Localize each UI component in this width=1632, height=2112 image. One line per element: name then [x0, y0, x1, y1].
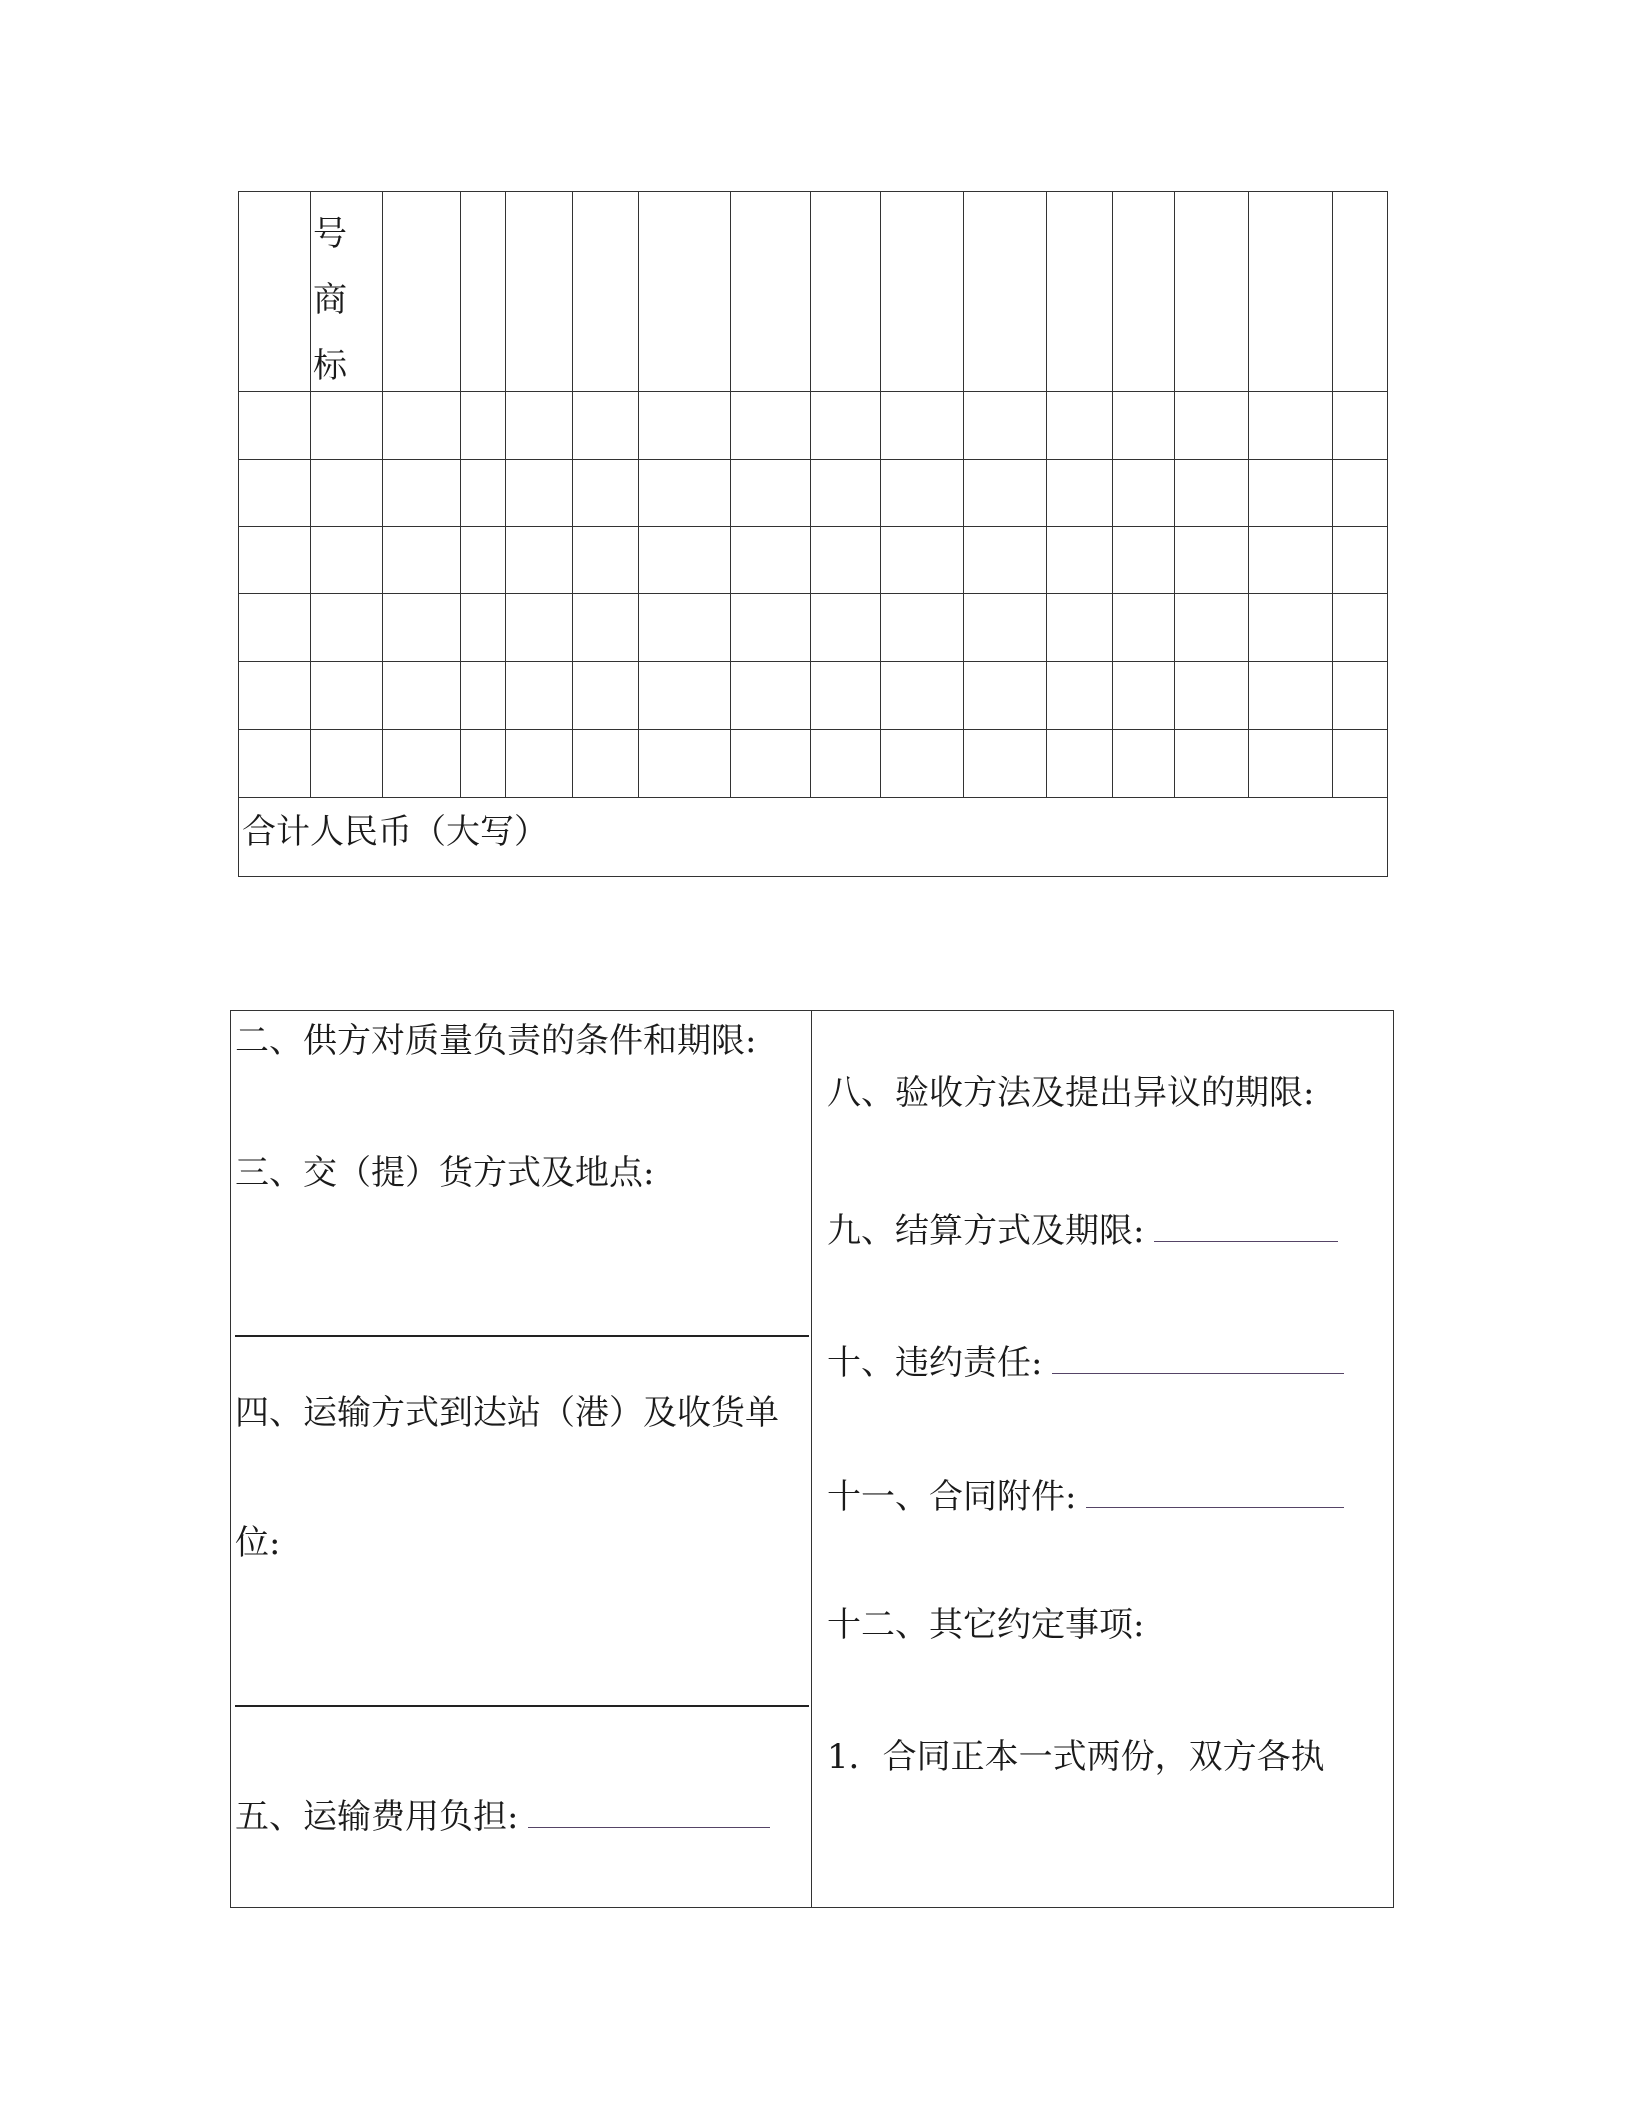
- row-line: [238, 729, 1388, 730]
- goods-table: [238, 191, 1388, 877]
- column-line: [963, 191, 964, 797]
- column-line: [1046, 191, 1047, 797]
- term-other-matters-1: 1．合同正本一式两份，双方各执: [827, 1737, 1325, 1777]
- column-line: [880, 191, 881, 797]
- header-char: 标: [313, 346, 347, 386]
- settlement-blank[interactable]: [1154, 1205, 1338, 1242]
- row-line: [238, 459, 1388, 460]
- total-rmb-label: 合计人民币（大写）: [242, 812, 548, 852]
- freight-cost-blank[interactable]: [528, 1791, 770, 1828]
- column-line: [1112, 191, 1113, 797]
- column-divider: [811, 1011, 812, 1907]
- term-breach-label: 十、违约责任:: [827, 1343, 1043, 1383]
- term-settlement-label: 九、结算方式及期限:: [827, 1211, 1145, 1251]
- column-line: [310, 191, 311, 797]
- term-attachments: [827, 1471, 1344, 1519]
- row-line: [238, 391, 1388, 392]
- term-breach-liability: [827, 1337, 1344, 1385]
- header-char: 号: [313, 214, 347, 254]
- column-line: [1332, 191, 1333, 797]
- term-freight-cost-label: 五、运输费用负担:: [235, 1797, 519, 1837]
- row-line: [238, 593, 1388, 594]
- term-settlement: [827, 1205, 1338, 1253]
- fill-line: [235, 1335, 809, 1337]
- attachments-blank[interactable]: [1086, 1471, 1344, 1508]
- term-acceptance: 八、验收方法及提出异议的期限:: [827, 1073, 1315, 1113]
- term-freight-cost: [235, 1791, 770, 1839]
- header-char: 商: [313, 280, 347, 320]
- fill-line: [235, 1705, 809, 1707]
- term-quality-responsibility: 二、供方对质量负责的条件和期限:: [235, 1021, 757, 1061]
- row-line: [238, 661, 1388, 662]
- column-line: [1174, 191, 1175, 797]
- row-line: [238, 797, 1388, 798]
- term-transport-line2: 位:: [235, 1523, 281, 1563]
- term-other-matters: 十二、其它约定事项:: [827, 1605, 1145, 1645]
- term-delivery-method: 三、交（提）货方式及地点:: [235, 1153, 655, 1193]
- goods-table-frame: [238, 191, 1388, 877]
- header-vertical-label: [313, 201, 363, 399]
- column-line: [1248, 191, 1249, 797]
- column-line: [382, 191, 383, 797]
- term-attachments-label: 十一、合同附件:: [827, 1477, 1077, 1517]
- column-line: [730, 191, 731, 797]
- term-transport-line1: 四、运输方式到达站（港）及收货单: [235, 1393, 779, 1433]
- contract-terms-box: [230, 1010, 1394, 1908]
- column-line: [505, 191, 506, 797]
- column-line: [460, 191, 461, 797]
- column-line: [638, 191, 639, 797]
- breach-blank[interactable]: [1052, 1337, 1344, 1374]
- row-line: [238, 526, 1388, 527]
- column-line: [810, 191, 811, 797]
- column-line: [572, 191, 573, 797]
